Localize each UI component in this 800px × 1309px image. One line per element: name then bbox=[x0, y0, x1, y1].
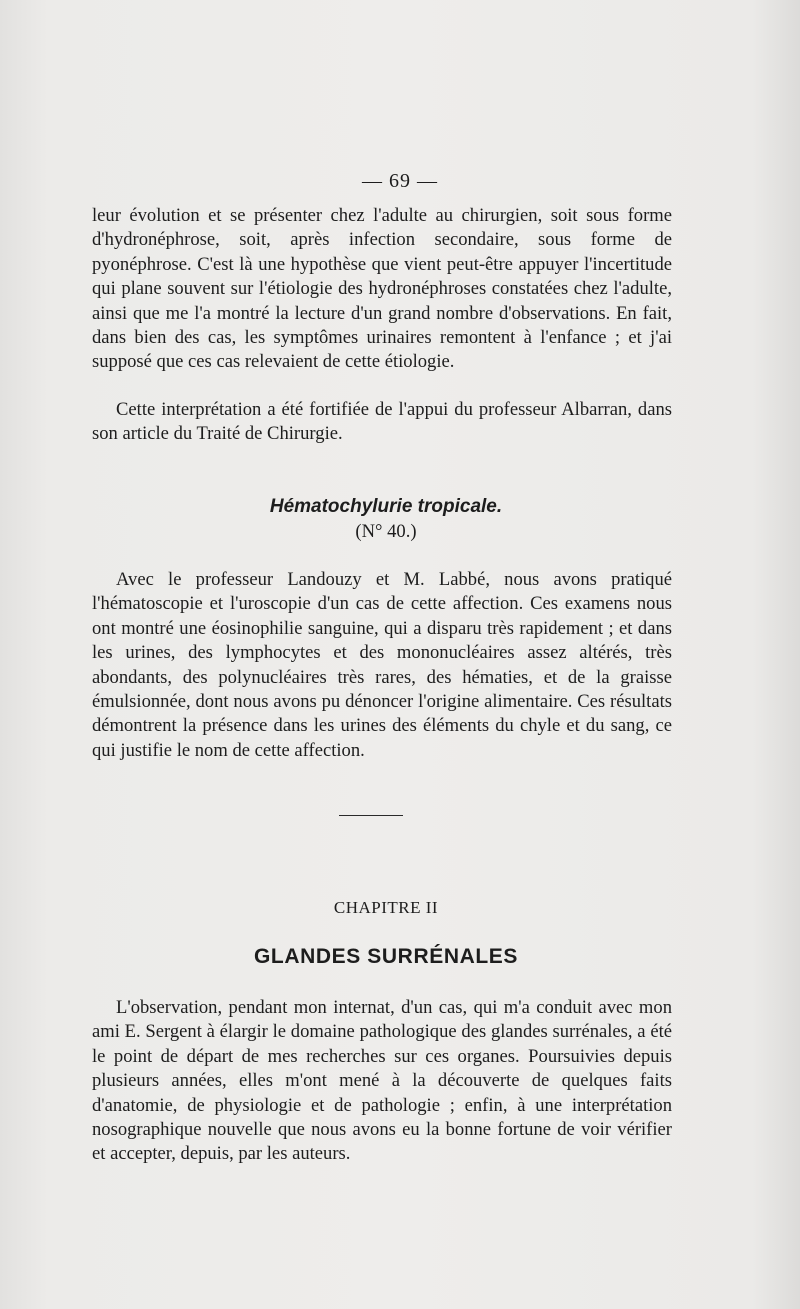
section-reference-number: (N° 40.) bbox=[355, 521, 417, 542]
section-divider-rule bbox=[339, 815, 403, 816]
page-number: — 69 — bbox=[362, 170, 438, 192]
body-paragraph-1 bbox=[92, 204, 672, 375]
paragraph-text: Avec le professeur Landouzy et M. Labbé, nous avons pratiqué l'hématoscopie et l'uroscopie d'un cas de cette affection. Ces examens nous ont montré une éosinophilie sanguine, qui a disparu très rapidement ; et dans les urines, des lymphocytes et des mononucléaires assez altérés, très abondants, des polynucléaires très rares, des hématies, et de la graisse émulsionnée, dont nous avons pu dénoncer l'origine alimentaire. Ces résultats démontrent la présence dans les urines des éléments du chyle et du sang, ce qui justifie le nom de cette affection. bbox=[92, 569, 672, 761]
paragraph-text: Cette interprétation a été fortifiée de l'appui du professeur Albarran, dans son article du Traité de Chirurgie. bbox=[92, 399, 672, 445]
chapter-title: GLANDES SURRÉNALES bbox=[254, 945, 518, 968]
body-paragraph-2 bbox=[92, 398, 672, 447]
chapter-paragraph bbox=[92, 996, 672, 1167]
section-paragraph bbox=[92, 568, 672, 763]
chapter-label: CHAPITRE II bbox=[333, 898, 439, 917]
section-heading: Hématochylurie tropicale. bbox=[269, 496, 503, 517]
paragraph-text: leur évolution et se présenter chez l'adulte au chirurgien, soit sous forme d'hydronéphrose, soit, après infection secondaire, sous forme de pyonéphrose. C'est là une hypothèse que vient peut-être appuyer l'incertitude qui plane souvent sur l'étiologie des hydronéphroses constatées chez l'adulte, ainsi que me l'a montré la lecture d'un grand nombre d'observations. En fait, dans bien des cas, les symptômes urinaires remontent à l'enfance ; et j'ai supposé que ces cas relevaient de cette étiologie. bbox=[92, 205, 672, 373]
paragraph-text: L'observation, pendant mon internat, d'un cas, qui m'a conduit avec mon ami E. Sergent à élargir le domaine pathologique des glandes surrénales, a été le point de départ de mes recherches sur ces organes. Poursuivies depuis plusieurs années, elles m'ont mené à la découverte de quelques faits d'anatomie, de physiologie et de pathologie ; enfin, à une interprétation nosographique nouvelle que nous avons eu la bonne fortune de voir vérifier et accepter, depuis, par les auteurs. bbox=[92, 997, 672, 1165]
